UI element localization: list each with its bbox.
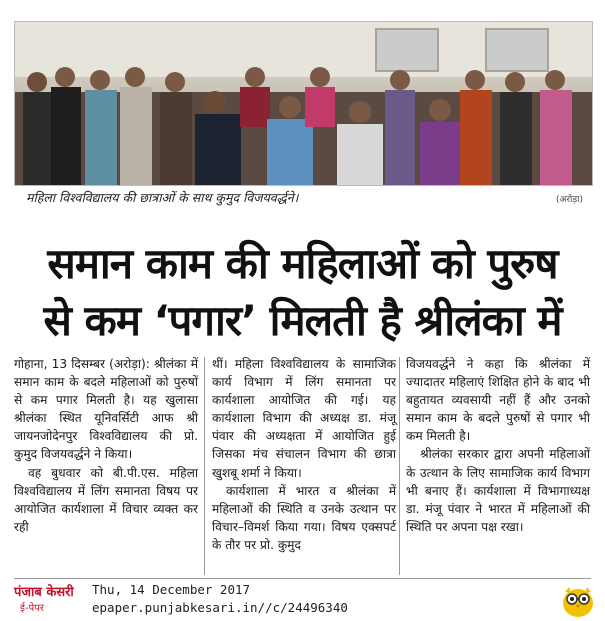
article-paragraph: कार्यशाला में भारत व श्रीलंका में महिलाओं की स्थिति व उनके उत्थान पर विचार–विमर्श किया गया। विषय एक्सपर्ट के तौर पर प्रो. कुमुद (212, 483, 396, 552)
column-divider (204, 357, 205, 575)
article-paragraph: थीं। महिला विश्वविद्यालय के सामाजिक कार्य विभाग में लिंग समानता पर कार्यशाला आयोजित की गई। यह कार्यशाला विभाग की अध्यक्ष डा. मंजू पंवार की अध्यक्षता में आयोजित हुई जिसका मंच संचालन विभाग की छात्रा खुशबू शर्मा ने किया। (212, 357, 396, 480)
article-paragraph: गोहाना, 13 दिसम्बर (अरोड़ा): श्रीलंका में समान काम के बदले महिलाओं को पुरुषों से कम पगार मिलती है। यह खुलासा श्रीलंका स्थित यूनिवर्सिटी आफ श्री जायनजोदेनपुर विश्वविद्यालय की प्रो. कुमुद विजयवर्द्धने ने किया। (14, 357, 198, 462)
article-paragraph: श्रीलंका सरकार द्वारा अपनी महिलाओं के उत्थान के लिए सामाजिक कार्य विभाग भी बनाए हैं। कार्यशाला में विभागाध्यक्ष डा. मंजू पंवार ने भारत में महिलाओं की स्थिति पर अपना पक्ष रखा। (406, 447, 590, 534)
article-column-2 (212, 355, 396, 554)
group-photo (14, 21, 593, 186)
headline-line-1: समान काम की महिलाओं को पुरुष (47, 239, 558, 288)
photo-people (15, 22, 592, 185)
article-paragraph: वह बुधवार को बी.पी.एस. महिला विश्वविद्यालय में लिंग समानता विषय पर आयोजित कार्यशाला में विचार व्यक्त कर रही (14, 465, 198, 534)
epaper-link[interactable]: epaper.punjabkesari.in//c/24496340 (92, 600, 348, 615)
photo-caption: महिला विश्वविद्यालय की छात्राओं के साथ कुमुद विजयवर्द्धने। (26, 190, 299, 205)
article-paragraph: विजयवर्द्धने ने कहा कि श्रीलंका में ज्यादातर महिलाएं शिक्षित होने के बाद भी बहुतायत व्यवसायी नहीं हैं और उनको समान काम के बदले पुरुषों से पगार भी कम मिलती है। (406, 357, 590, 444)
column-divider (399, 357, 400, 575)
owl-mascot-icon (560, 584, 596, 618)
brand-subtitle: ई-पेपर (20, 603, 44, 614)
edition-date: Thu, 14 December 2017 (92, 582, 251, 597)
footer-divider (14, 578, 591, 579)
article-column-1 (14, 355, 198, 536)
article-column-3 (406, 355, 590, 536)
headline-line-2: से कम ‘पगार’ मिलती है श्रीलंका में (43, 296, 562, 345)
photo-credit: (अरोड़ा) (555, 195, 583, 205)
brand-logo: पंजाब केसरी (14, 585, 74, 600)
